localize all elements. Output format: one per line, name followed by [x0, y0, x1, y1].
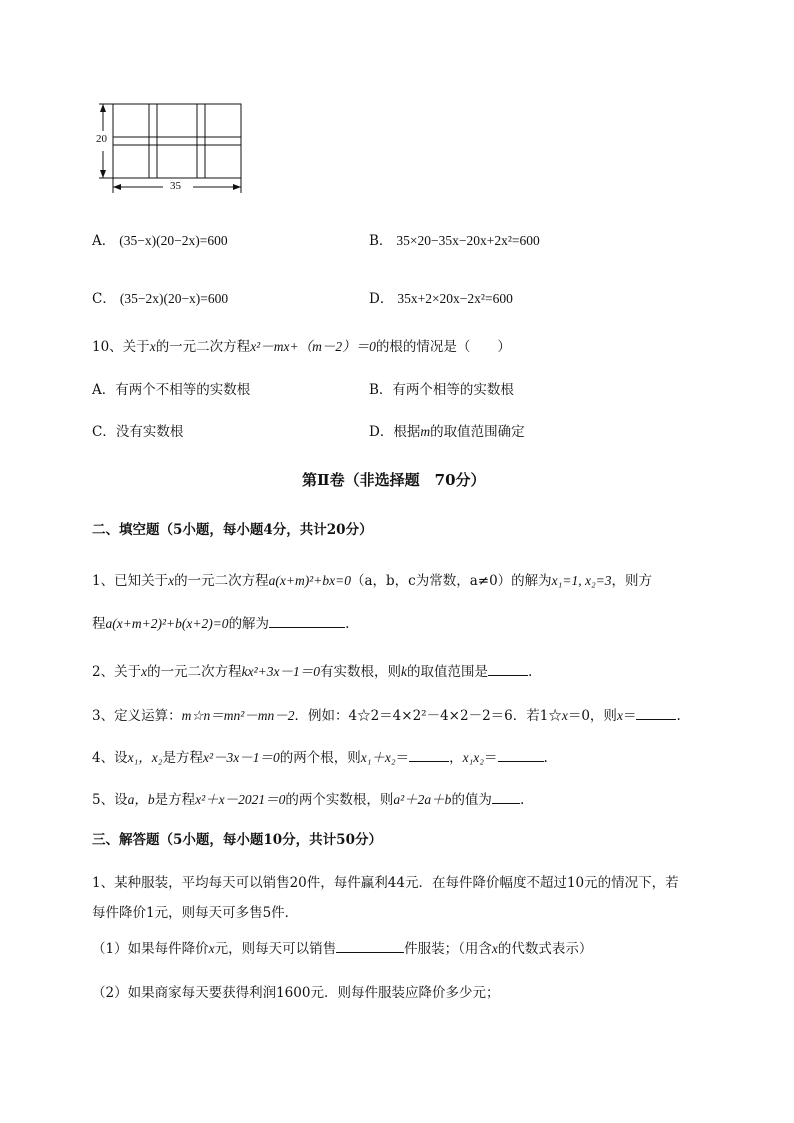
option-expression: (35−2x)(20−x)=600: [119, 291, 229, 306]
text: 4、设: [92, 750, 128, 766]
text: .: [519, 792, 525, 808]
fill-in-4: [92, 746, 548, 766]
variable: x: [208, 941, 215, 956]
text: 2、关于: [92, 664, 142, 680]
answer-blank[interactable]: [492, 791, 520, 804]
variable: x: [149, 339, 156, 354]
solve-1-line-2: 每件降价1元，则每天可多售5件．: [92, 905, 299, 921]
rectangle-path-figure: [95, 98, 255, 198]
variable: x: [561, 708, 568, 723]
equation: x²－3x－1＝0: [202, 750, 280, 765]
stem-text: 的一元二次方程: [155, 339, 251, 355]
text: 的两个根，则: [279, 750, 361, 766]
text: ＝: [484, 750, 498, 766]
variable: m: [420, 424, 431, 439]
solve-1-sub-1: [92, 937, 592, 957]
variable: x: [616, 708, 623, 723]
fill-in-1-line-1: [92, 569, 652, 589]
solution: x₁=1, x₂=3: [551, 573, 612, 588]
equation: a(x+m)²+bx=0: [268, 573, 351, 588]
text: .: [543, 750, 548, 766]
option-expression: 35×20−35x−20x+2x²=600: [396, 233, 540, 248]
width-label: 35: [170, 180, 181, 192]
answer-blank[interactable]: [336, 940, 404, 953]
fill-in-3: [92, 704, 681, 724]
option-label: B．: [369, 233, 393, 249]
height-label: 20: [96, 133, 107, 145]
answer-blank[interactable]: [269, 615, 345, 628]
answer-blank[interactable]: [488, 663, 528, 676]
variable: x: [168, 573, 175, 588]
solve-1-sub-2: （2）如果商家每天要获得利润1600元．则每件服装应降价多少元；: [92, 985, 500, 1001]
answer-blank-product[interactable]: [498, 749, 544, 762]
sum-expression: x₁＋x₂: [360, 750, 396, 765]
definition: m☆n＝mn²－mn－2: [181, 708, 295, 723]
text: ．例如：4☆2＝4×2²－4×2－2＝6．若1☆: [294, 708, 562, 724]
text: 的代数式表示）: [497, 941, 593, 957]
variables: x₁，x₂: [127, 750, 163, 765]
text: ，: [449, 750, 463, 766]
stem-text: 10、关于: [92, 339, 150, 355]
product-expression: x₁x₂: [462, 750, 484, 765]
text: 3、定义运算：: [92, 708, 182, 724]
solve-1-line-1: 1、某种服装，平均每天可以销售20件，每件赢利44元．在每件降价幅度不超过10元的情况下，若: [92, 875, 679, 891]
text: ＝0，则: [567, 708, 617, 724]
q10-option-c: C．没有实数根: [92, 424, 184, 440]
answer-blank-sum[interactable]: [409, 749, 449, 762]
section-2-title: 二、填空题（5小题，每小题4分，共计20分）: [92, 522, 373, 538]
text: .: [527, 664, 533, 680]
option-text: D．根据: [369, 424, 421, 440]
equation: kx²+3x－1＝0: [241, 664, 320, 679]
text: 是方程: [162, 750, 203, 766]
variable: x: [491, 941, 498, 956]
equation: x²－mx+（m－2）＝0: [250, 339, 376, 354]
fill-in-5: [92, 788, 524, 808]
stem-text: 的根的情况是（ ）: [375, 339, 511, 355]
text: ＝: [622, 708, 637, 724]
answer-blank[interactable]: [636, 707, 676, 720]
variable: k: [400, 664, 407, 679]
variable: x: [141, 664, 148, 679]
text: 的一元二次方程: [147, 664, 242, 680]
text: 1、已知关于: [92, 573, 169, 589]
text: .: [676, 708, 681, 724]
text: 是方程: [154, 792, 196, 808]
text: 的两个实数根，则: [285, 792, 394, 808]
expression: a²＋2a＋b: [393, 792, 452, 807]
text: 件服装；（用含: [404, 941, 492, 957]
part-2-title: 第Ⅱ卷（非选择题 70分）: [302, 471, 486, 489]
text: （1）如果每件降价: [92, 941, 209, 957]
text: ＝: [395, 750, 410, 766]
option-expression: (35−x)(20−2x)=600: [119, 233, 228, 248]
q10-option-a: A．有两个不相等的实数根: [92, 382, 251, 398]
option-text: 的取值范围确定: [430, 424, 525, 440]
text: 的一元二次方程: [174, 573, 269, 589]
text: 有实数根，则: [319, 664, 401, 680]
text: （a，b，c为常数，a≠0）的解为: [350, 573, 552, 589]
text: ，则方: [611, 573, 652, 589]
q9-option-c: [92, 287, 228, 307]
option-expression: 35x+2×20x−2x²=600: [397, 291, 513, 306]
text: 的取值范围是: [406, 664, 488, 680]
q9-option-a: [92, 229, 228, 249]
q9-option-b: [369, 229, 540, 249]
option-label: A．: [92, 233, 116, 249]
text: 5、设: [92, 792, 128, 808]
question-10-stem: [92, 335, 511, 355]
option-label: D．: [369, 291, 394, 307]
text: 的解为: [228, 616, 270, 632]
q10-option-d: [369, 420, 525, 440]
option-label: C．: [92, 291, 116, 307]
text: .: [345, 616, 350, 632]
equation: x²＋x－2021＝0: [195, 792, 286, 807]
text: 程: [92, 616, 106, 632]
equation: a(x+m+2)²+b(x+2)=0: [105, 616, 229, 631]
text: 元，则每天可以销售: [214, 941, 337, 957]
fill-in-2: [92, 660, 532, 680]
section-3-title: 三、解答题（5小题，每小题10分，共计50分）: [92, 832, 382, 848]
variables: a，b: [127, 792, 155, 807]
q9-option-d: [369, 287, 513, 307]
q10-option-b: B．有两个相等的实数根: [369, 382, 514, 398]
text: 的值为: [451, 792, 492, 808]
fill-in-1-line-2: [92, 612, 349, 632]
